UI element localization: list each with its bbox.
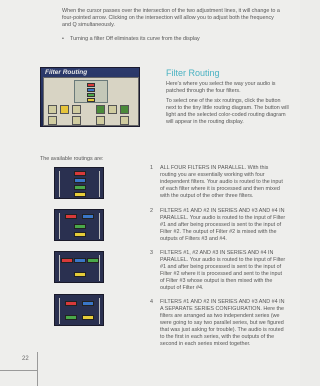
- routing-button-8[interactable]: [72, 116, 81, 125]
- routing-button-1[interactable]: [48, 105, 57, 114]
- routing-number: 2: [150, 208, 153, 214]
- input-wire: [59, 255, 60, 281]
- description-paragraph-2: To select one of the six routings, click the button next to the tiny little routing diagram. The button will light and the selected color-coded routing diagram will appear in the routing display.: [166, 98, 289, 125]
- routing-item-3: [150, 250, 286, 292]
- filter-4-block: [74, 232, 86, 237]
- output-wire: [99, 298, 100, 324]
- footer-rule-vertical: [37, 352, 38, 386]
- panel-title: Filter Routing: [45, 69, 88, 76]
- routing-number: 3: [150, 250, 153, 256]
- filter-2-block: [82, 301, 94, 306]
- routing-button-6[interactable]: [120, 105, 129, 114]
- routing-button-5[interactable]: [108, 105, 117, 114]
- description-paragraph-1: Here's where you select the way your audio is patched through the four filters.: [166, 81, 276, 94]
- bullet-text: Turning a filter Off eliminates its curve from the display: [70, 36, 200, 42]
- routings-label: The available routings are:: [40, 156, 104, 162]
- filter-4-block: [74, 272, 86, 277]
- filter-1-block: [65, 301, 77, 306]
- filter-3-block: [87, 258, 99, 263]
- filter-2-block: [87, 88, 95, 92]
- filter-1-block: [65, 214, 77, 219]
- filter-2-block: [82, 214, 94, 219]
- routing-button-10[interactable]: [120, 116, 129, 125]
- bullet-item: [62, 36, 284, 43]
- routing-item-2: [150, 208, 286, 243]
- filter-2-block: [74, 258, 86, 263]
- output-wire: [99, 255, 100, 281]
- routing-number: 4: [150, 299, 153, 305]
- routing-button-3[interactable]: [72, 105, 81, 114]
- routing-item-4: [150, 299, 286, 348]
- filter-3-block: [74, 185, 86, 190]
- filter-4-block: [82, 315, 94, 320]
- section-description: [166, 81, 290, 129]
- filter-3-block: [87, 93, 95, 97]
- filter-4-block: [74, 192, 86, 197]
- output-wire: [99, 213, 100, 239]
- filter-3-block: [74, 224, 86, 229]
- input-wire: [59, 213, 60, 239]
- filter-1-block: [87, 83, 95, 87]
- panel-body: [43, 77, 139, 126]
- page-number: 22: [22, 356, 29, 362]
- routing-diagram-1: [54, 167, 104, 199]
- intro-paragraph: When the cursor passes over the intersection of the two adjustment lines, it will change to a four-pointed arrow. Clicking on the intersection will allow you to adjust both the frequency and Q simultaneously.: [62, 8, 280, 28]
- filter-routing-panel: [40, 67, 140, 127]
- filter-4-block: [87, 98, 95, 102]
- routing-diagram-4: [54, 294, 104, 326]
- routing-number: 1: [150, 165, 153, 171]
- routing-text: FILTERS #1 AND #2 IN SERIES AND #3 AND #4 IN A SEPARATE SERIES CONFIGURATION. Here the filters are arranged as two independent series (we were going to say two parallel series, but we figured that was just asking for trouble). The audio is routed to the first in each series, with the outputs of the second in each series mixed together.: [160, 299, 285, 347]
- routing-button-2[interactable]: [60, 105, 69, 114]
- filter-3-block: [65, 315, 77, 320]
- routing-item-1: [150, 165, 286, 200]
- routing-button-4[interactable]: [96, 105, 105, 114]
- filter-2-block: [74, 178, 86, 183]
- filter-1-block: [61, 258, 73, 263]
- routing-text: FILTERS #1, #2 AND #3 IN SERIES AND #4 IN PARALLEL. Your audio is routed to the input of Filter #1 and after being processed is sent to the input of Filter #2 where it is processed and sent to the input of Filter #3 whose output is then mixed with the output of Filter #4.: [160, 250, 286, 291]
- routing-text: ALL FOUR FILTERS IN PARALLEL. With this routing you are essentially working with four independent filters. Your audio is routed to the input of each filter where it is processed and then mixed with the output of the other three filters.: [160, 165, 283, 199]
- routing-display: [74, 80, 108, 103]
- input-wire: [59, 171, 60, 197]
- section-heading: Filter Routing: [166, 68, 220, 78]
- routing-text: FILTERS #1 AND #2 IN SERIES AND #3 AND #4 IN PARALLEL. Your audio is routed to the input of Filter #1 and after being processed is sent to the input of Filter #2. The output of Filter #2 is mixed with the outputs of Filters #3 and #4.: [160, 208, 286, 242]
- output-wire: [99, 171, 100, 197]
- routing-button-9[interactable]: [96, 116, 105, 125]
- bullet-dot-icon: •: [62, 36, 64, 42]
- footer-rule: [0, 370, 38, 371]
- input-wire: [59, 298, 60, 324]
- routing-diagram-2: [54, 209, 104, 241]
- filter-1-block: [74, 171, 86, 176]
- routing-button-7[interactable]: [48, 116, 57, 125]
- routing-diagram-3: [54, 251, 104, 283]
